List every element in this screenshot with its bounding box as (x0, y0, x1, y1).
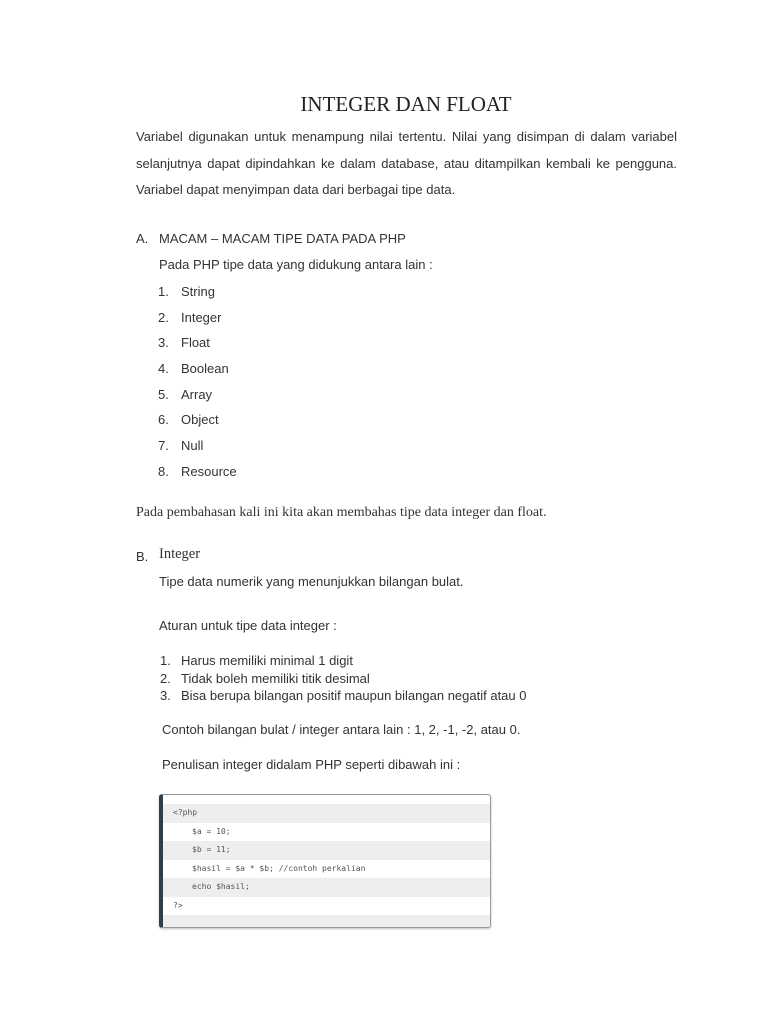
list-item (158, 462, 237, 488)
list-item-label: Tidak boleh memiliki titik desimal (181, 670, 370, 686)
list-item-number: 6. (158, 412, 169, 428)
list-item-label: Null (181, 438, 204, 454)
rules-intro: Aturan untuk tipe data integer : (159, 618, 337, 633)
code-line-blank (163, 915, 490, 928)
list-item-number: 2. (158, 309, 169, 325)
list-item (158, 436, 237, 462)
list-item (160, 687, 526, 705)
list-item-number: 4. (158, 361, 169, 377)
list-item-number: 3. (158, 335, 169, 351)
code-line: <?php (163, 804, 490, 823)
section-a-letter: A. (136, 231, 149, 246)
intro-paragraph: Variabel digunakan untuk menampung nilai tertentu. Nilai yang disimpan di dalam variabel selanjutnya dapat dipindahkan ke dalam database, atau ditampilkan kembali ke pengguna. Variabel dapat menyimpan data dari berbagai tipe data. (136, 129, 677, 197)
list-item (158, 410, 237, 436)
page-title: INTEGER DAN FLOAT (300, 92, 512, 116)
list-item-label: Boolean (181, 361, 229, 377)
section-b-letter: B. (136, 549, 149, 564)
integer-example: Contoh bilangan bulat / integer antara lain : 1, 2, -1, -2, atau 0. (162, 722, 521, 737)
section-a-intro: Pada PHP tipe data yang didukung antara lain : (159, 257, 433, 272)
list-item-label: Harus memiliki minimal 1 digit (181, 653, 353, 668)
discussion-paragraph: Pada pembahasan kali ini kita akan membahas tipe data integer dan float. (136, 505, 547, 520)
list-item-number: 3. (160, 688, 171, 703)
list-item-label: Float (181, 335, 210, 351)
section-b-heading: Integer (159, 546, 201, 562)
section-a-heading: MACAM – MACAM TIPE DATA PADA PHP (159, 231, 406, 246)
list-item (158, 282, 237, 308)
code-block (159, 794, 491, 928)
list-item-label: String (181, 284, 215, 299)
code-line: $a = 10; (192, 826, 231, 836)
list-item (160, 652, 526, 670)
list-item-label: Object (181, 412, 219, 428)
list-item-label: Integer (181, 309, 222, 325)
list-item-number: 8. (158, 463, 169, 479)
list-item (158, 333, 237, 359)
list-item (158, 385, 237, 411)
list-item-number: 1. (158, 284, 169, 299)
list-item (158, 359, 237, 385)
list-item-label: Array (181, 386, 213, 402)
integer-rules-list (160, 652, 526, 705)
code-line: $hasil = $a * $b; //contoh perkalian (192, 863, 366, 873)
list-item-number: 1. (160, 653, 171, 668)
list-item-label: Bisa berupa bilangan positif maupun bilangan negatif atau 0 (181, 688, 527, 703)
list-item (160, 670, 526, 688)
list-item-number: 7. (158, 438, 169, 454)
data-type-list (158, 282, 237, 488)
code-line: $b = 11; (163, 841, 490, 860)
list-item-label: Resource (181, 463, 237, 479)
code-line: ?> (173, 900, 183, 910)
list-item-number: 5. (158, 386, 169, 402)
code-line: echo $hasil; (163, 878, 490, 897)
integer-description: Tipe data numerik yang menunjukkan bilangan bulat. (159, 574, 464, 589)
list-item (158, 308, 237, 334)
code-intro: Penulisan integer didalam PHP seperti dibawah ini : (162, 757, 461, 772)
list-item-number: 2. (160, 670, 171, 686)
